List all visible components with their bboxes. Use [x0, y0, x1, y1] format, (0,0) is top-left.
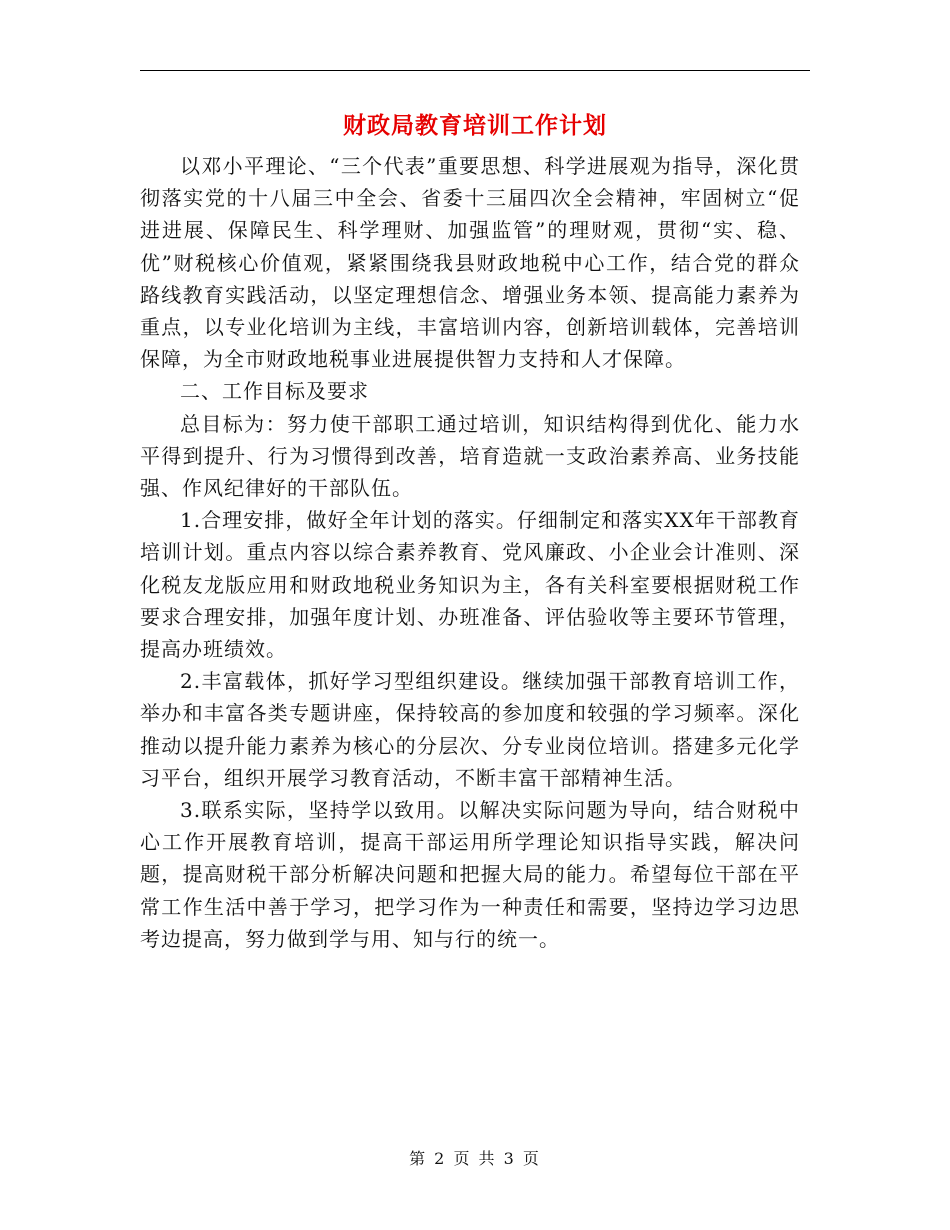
paragraph-guiding-principles: 以邓小平理论、“三个代表”重要思想、科学进展观为指导，深化贯彻落实党的十八届三中全会、省委十三届四次全会精神，牢固树立“促进进展、保障民生、科学理财、加强监管”的理财观，贯彻“实、稳、优”财税核心价值观，紧紧围绕我县财政地税中心工作，结合党的群众路线教育实践活动，以坚定理想信念、增强业务本领、提高能力素养为重点，以专业化培训为主线，丰富培训内容，创新培训载体，完善培训保障，为全市财政地税事业进展提供智力支持和人才保障。: [140, 154, 800, 372]
page-number-footer: 第 2 页 共 3 页: [409, 1149, 541, 1168]
document-title: 财政局教育培训工作计划: [343, 112, 607, 139]
header-rule: [140, 70, 810, 71]
document-body: [140, 150, 800, 955]
paragraph-overall-goal: 总目标为：努力使干部职工通过培训，知识结构得到优化、能力水平得到提升、行为习惯得到改善，培育造就一支政治素养高、业务技能强、作风纪律好的干部队伍。: [140, 411, 800, 501]
section-heading-goals: 二、工作目标及要求: [180, 379, 369, 404]
paragraph-item-1: 1.合理安排，做好全年计划的落实。仔细制定和落实XX年干部教育培训计划。重点内容以综合素养教育、党风廉政、小企业会计准则、深化税友龙版应用和财政地税业务知识为主，各有关科室要根据财税工作要求合理安排，加强年度计划、办班准备、评估验收等主要环节管理，提高办班绩效。: [140, 508, 800, 662]
paragraph-item-3: 3.联系实际，坚持学以致用。以解决实际问题为导向，结合财税中心工作开展教育培训，提高干部运用所学理论知识指导实践，解决问题，提高财税干部分析解决问题和把握大局的能力。希望每位干部在平常工作生活中善于学习，把学习作为一种责任和需要，坚持边学习边思考边提高，努力做到学与用、知与行的统一。: [140, 798, 800, 951]
paragraph-item-2: 2.丰富载体，抓好学习型组织建设。继续加强干部教育培训工作，举办和丰富各类专题讲座，保持较高的参加度和较强的学习频率。深化推动以提升能力素养为核心的分层次、分专业岗位培训。搭建多元化学习平台，组织开展学习教育活动，不断丰富干部精神生活。: [140, 669, 800, 790]
